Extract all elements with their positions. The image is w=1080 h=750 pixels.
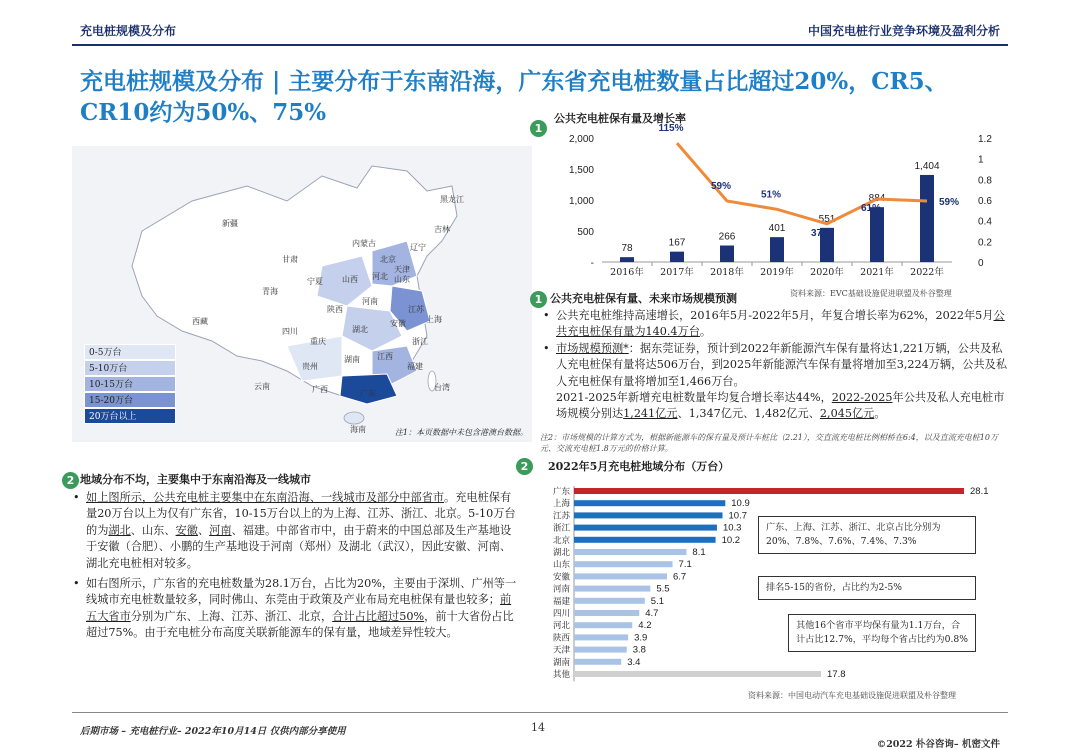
chart1-badge: 1 [530,118,547,137]
bar-value-label: 10.3 [722,522,742,534]
chart2-title: 2022年5月充电桩地域分布（万台） [548,460,730,473]
bar-value-label: 401 [768,223,786,235]
category-label: 四川 [552,609,570,619]
x-tick-label: 2016年 [610,267,644,278]
legend-item: 20万台以上 [84,408,176,424]
map-label: 吉林 [434,225,450,234]
bar [574,561,673,567]
page-title: 充电桩规模及分布 | 主要分布于东南沿海，广东省充电桩数量占比超过20%，CR5、CR10约为50%、75% [80,68,948,126]
bar-value-label: 28.1 [970,486,989,497]
bar [720,246,734,262]
y-tick-label: 1,500 [568,165,594,176]
bar [574,659,621,665]
map-label: 山东 [394,275,410,284]
bar [574,671,821,677]
map-label: 广西 [312,385,328,394]
y2-tick-label: 0.4 [978,216,992,228]
bar-value-label: 10.2 [721,534,741,546]
bar-value-label: 266 [718,231,736,243]
sec2-title: 地域分布不均，主要集中于东南沿海及一线城市 [80,473,311,486]
sec1-bullets [540,308,1010,423]
growth-label: 59% [710,181,732,193]
bar [920,175,934,262]
category-label: 陕西 [552,633,570,644]
header-divider [72,44,1008,46]
bar-value-label: 7.1 [678,559,692,571]
chart2-note-others: 其他16个省市平均保有量为1.1万台，合计占比12.7%，平均每个省占比约为0.8% [788,614,976,652]
footer-left: 后期市场 – 充电桩行业– 2022年10月14日 仅供内部分享使用 [80,726,346,737]
x-tick-label: 2018年 [710,267,744,278]
category-label: 北京 [552,535,570,546]
map-label: 上海 [426,315,442,324]
legend-item: 15-20万台 [84,392,176,408]
sec1-bullet-1: • 公共充电桩维持高速增长，2016年5月-2022年5月，年复合增长率为62%，2022年5月公共充电桩保有量为140.4万台。 [540,308,1010,341]
bar [574,647,627,653]
growth-label: 51% [760,189,782,201]
map-label: 安徽 [390,319,406,328]
bar-value-label: 3.8 [632,644,646,656]
x-tick-label: 2019年 [760,267,794,278]
x-tick-label: 2020年 [810,267,844,278]
category-label: 河南 [552,584,570,595]
bar-value-label: 551 [818,213,836,225]
category-label: 浙江 [552,523,570,534]
bar-value-label: 10.9 [731,498,750,510]
map-legend [84,344,176,424]
map-label: 江西 [377,352,393,361]
bar-value-label: 10.7 [728,510,748,522]
bar [670,252,684,262]
map-label: 内蒙古 [352,239,376,248]
map-label: 河北 [372,272,388,281]
bar-value-label: 4.2 [638,620,652,632]
map-label: 贵州 [302,362,318,371]
header-report-title: 中国充电桩行业竞争环境及盈利分析 [807,24,1000,38]
legend-item: 10-15万台 [84,376,176,392]
category-label: 上海 [552,499,570,510]
category-label: 天津 [552,645,570,656]
map-label: 黑龙江 [440,195,464,204]
map-label: 台湾 [434,383,450,392]
bar-value-label: 8.1 [692,547,706,558]
bar [574,622,632,628]
bar [574,586,650,592]
sec1-title: 公共充电桩保有量、未来市场规模预测 [550,292,737,305]
bar [620,257,634,262]
bar [574,610,639,616]
legend-item: 0-5万台 [84,344,176,360]
y2-tick-label: 0.8 [978,175,992,187]
map-label: 河南 [362,297,378,306]
bar [574,500,725,506]
y-tick-label: - [590,258,594,269]
legend-item: 5-10万台 [84,360,176,376]
map-label: 江苏 [408,305,424,314]
sec2-bullet-1: • 如上图所示，公共充电桩主要集中在东南沿海、一线城市及部分中部省市。充电桩保有量20万台以上为仅有广东省，10-15万台以上的为上海、江苏、浙江、北京。5-10万台的为湖北、山东、安徽、河南、福建。中部省市中，由于蔚来的中国总部及生产基地设于安徽（合肥）、小鹏的生产基地设于河南（郑州）及湖北（武汉），因此安徽、河南、湖北充电桩相对较多。 [70,490,520,572]
footer-copyright: ©2022 朴谷咨询– 机密文件 [876,739,1000,750]
map-label: 海南 [350,425,366,434]
header-section-label: 充电桩规模及分布 [80,24,177,38]
map-label: 西藏 [192,317,208,326]
map-label: 陕西 [327,305,343,314]
chart2-badge: 2 [516,456,533,475]
growth-label: 61% [860,202,882,214]
bar [574,549,686,555]
map-label: 宁夏 [307,277,323,286]
map-label: 青海 [262,287,278,296]
growth-label: 115% [658,123,684,135]
chart1-title: 公共充电桩保有量及增长率 [554,112,686,125]
chart2-note-top5: 广东、上海、江苏、浙江、北京占比分别为20%、7.8%、7.6%、7.4%、7.3% [758,516,976,554]
map-label: 湖南 [344,355,360,364]
sec2-bullets [70,490,520,642]
x-tick-label: 2022年 [910,267,944,278]
category-label: 其他 [552,670,570,680]
map-label: 山西 [342,275,358,284]
category-label: 安徽 [552,572,570,583]
y2-tick-label: 1 [978,154,984,166]
category-label: 江苏 [552,511,570,522]
growth-chart [540,122,1008,282]
map-label: 广东 [360,389,376,398]
map-label: 重庆 [310,337,326,346]
growth-label: 37% [810,227,832,239]
sec2-badge: 2 [62,470,79,489]
bar [574,525,717,531]
bar-value-label: 5.1 [650,595,665,607]
y2-tick-label: 0.2 [978,237,992,249]
page-number: 14 [531,721,545,734]
bar [574,598,645,604]
bar [770,237,784,262]
category-label: 福建 [552,596,570,607]
x-tick-label: 2021年 [860,267,894,278]
map-label: 天津 [394,265,410,274]
bar-value-label: 884 [868,193,886,205]
y2-tick-label: 0 [978,258,984,269]
bar [574,634,628,640]
chart2-source: 资料来源：中国电动汽车充电基础设施促进联盟及朴谷整理 [748,691,956,700]
y-tick-label: 500 [577,227,594,238]
category-label: 湖南 [552,657,570,668]
map-note: 注1：本页数据中未包含港澳台数据。 [394,428,528,437]
category-label: 广东 [552,487,570,497]
growth-label: 59% [938,197,960,209]
category-label: 湖北 [552,548,570,558]
bar-value-label: 3.4 [627,656,641,668]
map-label: 甘肃 [282,255,298,264]
y-tick-label: 2,000 [568,134,594,145]
sec1-badge: 1 [530,289,547,308]
china-map-panel [72,146,532,442]
bar [574,512,723,518]
bar-value-label: 1,404 [914,160,940,172]
bar [574,488,964,494]
bar-value-label: 17.8 [827,669,846,680]
bar [574,537,716,543]
footer-divider [72,712,1008,713]
sec2-bullet-2: • 如右图所示，广东省的充电桩数量为28.1万台，占比为20%，主要由于深圳、广州等一线城市充电桩数量较多，同时佛山、东莞由于政策及产业布局充电桩保有量也较多；前五大省市分别为广东、上海、江苏、浙江、北京，合计占比超过50%，前十大省份占比超过75%。由于充电桩分布高度关联新能源车的保有量，地域差异性较大。 [70,576,520,642]
map-label: 北京 [380,255,396,264]
chart1-source: 资料来源：EVC基础设施促进联盟及朴谷整理 [790,289,952,298]
x-tick-label: 2017年 [660,267,694,278]
map-label: 云南 [254,382,270,391]
sec1-bullet-2: • 市场规模预测*：据东莞证券，预计到2022年新能源汽车保有量将达1,221万辆，公共及私人充电桩保有量将达506万台，到2025年新能源汽车保有量将增加至3,224万辆，公共及私人充电桩保有量将增加至1,466万台。 2021-2025年新增充电桩数量年均复合增长率达44%，2022-2025年公共及私人充电桩市场规模分别达1,241亿元、1,347亿元、1,482亿元、2,045亿元。 [540,341,1010,423]
y-tick-label: 1,000 [568,196,594,207]
category-label: 山东 [552,560,570,571]
map-label: 浙江 [412,337,428,346]
bar [574,573,667,579]
map-label: 湖北 [352,325,368,334]
category-label: 河北 [552,621,570,632]
y2-tick-label: 1.2 [978,134,992,145]
bar-value-label: 6.7 [672,571,687,583]
bar-value-label: 78 [621,243,633,255]
sec1-note: 注2：市场规模的计算方式为，根据新能源车的保有量及预计车桩比（2.21），交直流充电桩比例相桥在6:4，以及直流充电桩10万元、交流充电桩1.8万元的价格计算。 [540,433,998,453]
map-label: 福建 [407,362,423,371]
bar-value-label: 4.7 [645,608,659,619]
bar-value-label: 5.5 [656,583,670,595]
map-label: 四川 [282,327,298,336]
chart2-note-rank: 排名5-15的省份，占比约为2-5% [758,576,976,600]
map-label: 辽宁 [410,243,426,252]
bar [870,207,884,262]
map-label: 新疆 [222,219,238,228]
bar-value-label: 167 [668,237,686,249]
y2-tick-label: 0.6 [978,196,992,207]
bar-value-label: 3.9 [634,632,648,644]
